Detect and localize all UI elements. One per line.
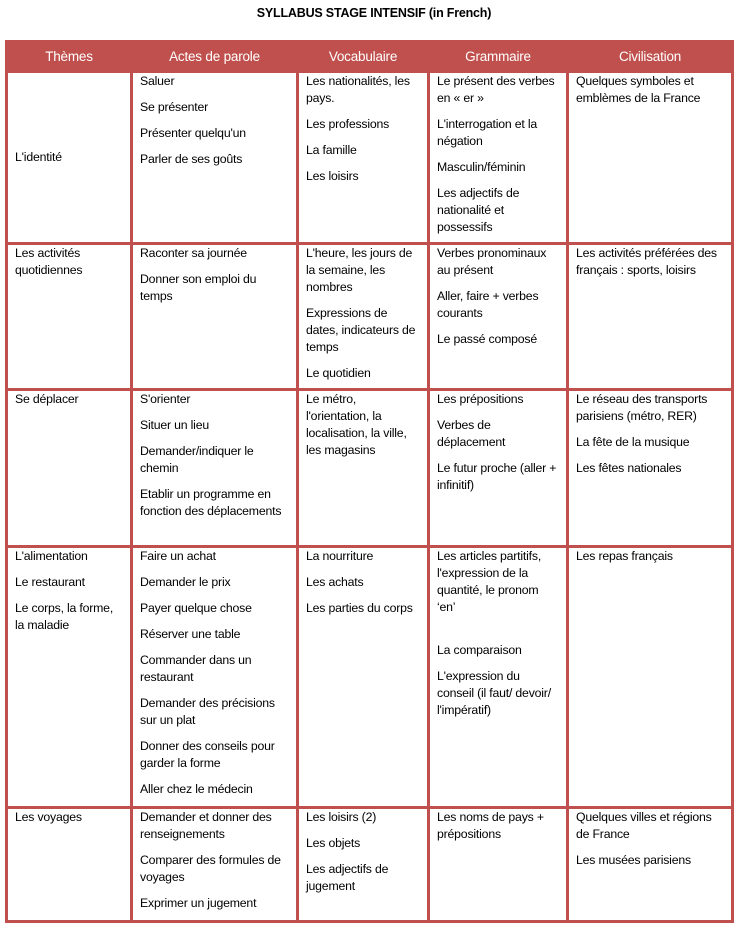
cell-item: Expressions de dates, indicateurs de temps [306,306,416,354]
cell-actes [132,390,298,547]
cell-item: La fête de la musique [576,435,690,449]
cell-civilisation [568,244,733,390]
cell-item: Situer un lieu [140,418,209,432]
cell-vocabulaire [298,244,429,390]
cell-item: Raconter sa journée [140,246,247,260]
cell-item: Les repas français [576,549,673,563]
cell-grammaire [429,390,568,547]
cell-grammaire [429,72,568,244]
cell-actes [132,808,298,922]
header-actes-de-parole: Actes de parole [132,42,298,72]
cell-grammaire [429,808,568,922]
cell-item: Le restaurant [15,575,85,589]
cell-grammaire [429,244,568,390]
cell-item: Les loisirs (2) [306,810,377,824]
cell-civilisation [568,390,733,547]
cell-item: Se présenter [140,100,209,114]
table-row [7,72,733,244]
cell-item: L'interrogation et la négation [437,117,538,148]
cell-item: L'alimentation [15,549,88,563]
cell-item: Les objets [306,836,361,850]
cell-item: Les voyages [15,810,82,824]
cell-actes [132,72,298,244]
cell-item: Quelques symboles et emblèmes de la France [576,74,701,105]
cell-item: Le métro, l'orientation, la localisation, la ville, les magasins [306,392,407,457]
cell-themes [7,244,132,390]
cell-item: Donner son emploi du temps [140,272,257,303]
header-grammaire: Grammaire [429,42,568,72]
cell-grammaire [429,547,568,808]
cell-item: Demander des précisions sur un plat [140,696,275,727]
cell-civilisation [568,547,733,808]
cell-item: Les activités préférées des français : sports, loisirs [576,246,717,277]
cell-item: L'expression du conseil (il faut/ devoir/ l'impératif) [437,669,551,717]
document-title: SYLLABUS STAGE INTENSIF (in French) [256,6,492,20]
cell-vocabulaire [298,547,429,808]
cell-item: Les noms de pays + prépositions [437,810,544,841]
cell-item: Donner des conseils pour garder la forme [140,739,275,770]
cell-item: Faire un achat [140,549,216,563]
cell-item: Les fêtes nationales [576,461,682,475]
cell-item: Aller, faire + verbes courants [437,289,539,320]
cell-item: Commander dans un restaurant [140,653,252,684]
cell-item: Le quotidien [306,366,371,380]
header-vocabulaire: Vocabulaire [298,42,429,72]
table-row [7,808,733,922]
header-themes: Thèmes [7,42,132,72]
cell-item: Demander/indiquer le chemin [140,444,254,475]
cell-item: Les adjectifs de nationalité et possessifs [437,186,520,234]
cell-civilisation [568,808,733,922]
cell-item: Quelques villes et régions de France [576,810,712,841]
cell-civilisation [568,72,733,244]
cell-actes [132,547,298,808]
cell-item: Le corps, la forme, la maladie [15,601,114,632]
cell-themes [7,547,132,808]
cell-actes [132,244,298,390]
header-row [7,42,733,72]
cell-item: Le passé composé [437,332,538,346]
cell-item: Réserver une table [140,627,241,641]
cell-item: La comparaison [437,643,522,657]
table-row [7,547,733,808]
cell-item: Le présent des verbes en « er » [437,74,555,105]
cell-item: Les loisirs [306,169,359,183]
cell-item: Aller chez le médecin [140,782,253,796]
cell-themes [7,72,132,244]
cell-item: Le futur proche (aller + infinitif) [437,461,557,492]
cell-item: Le réseau des transports parisiens (métro, RER) [576,392,708,423]
cell-item: Etablir un programme en fonction des déplacements [140,487,282,518]
cell-item: Les adjectifs de jugement [306,862,389,893]
cell-item: Présenter quelqu'un [140,126,246,140]
cell-item: Verbes pronominaux au présent [437,246,547,277]
cell-item: La famille [306,143,357,157]
cell-item: Parler de ses goûts [140,152,243,166]
cell-item: Les parties du corps [306,601,413,615]
cell-item: Les nationalités, les pays. [306,74,410,105]
cell-item: Exprimer un jugement [140,896,257,910]
cell-item: Demander et donner des renseignements [140,810,272,841]
cell-item: Les activités quotidiennes [15,246,83,277]
cell-item: Masculin/féminin [437,160,526,174]
cell-item: Les achats [306,575,364,589]
cell-item: L'identité [15,150,62,164]
cell-item: Les prépositions [437,392,524,406]
cell-vocabulaire [298,390,429,547]
cell-item: Payer quelque chose [140,601,252,615]
cell-item: Verbes de déplacement [437,418,506,449]
cell-item: Saluer [140,74,175,88]
cell-item: La nourriture [306,549,374,563]
cell-vocabulaire [298,72,429,244]
cell-item: S'orienter [140,392,191,406]
cell-themes [7,808,132,922]
table-row [7,244,733,390]
table-row [7,390,733,547]
cell-item: Les articles partitifs, l'expression de la quantité, le pronom ‘en’ [437,549,542,614]
cell-vocabulaire [298,808,429,922]
cell-item: Les musées parisiens [576,853,691,867]
cell-item: Les professions [306,117,390,131]
cell-themes [7,390,132,547]
syllabus-table [5,40,734,923]
cell-item: Demander le prix [140,575,231,589]
cell-item: Se déplacer [15,392,79,406]
cell-item: Comparer des formules de voyages [140,853,281,884]
header-civilisation: Civilisation [568,42,733,72]
cell-item: L'heure, les jours de la semaine, les nombres [306,246,413,294]
